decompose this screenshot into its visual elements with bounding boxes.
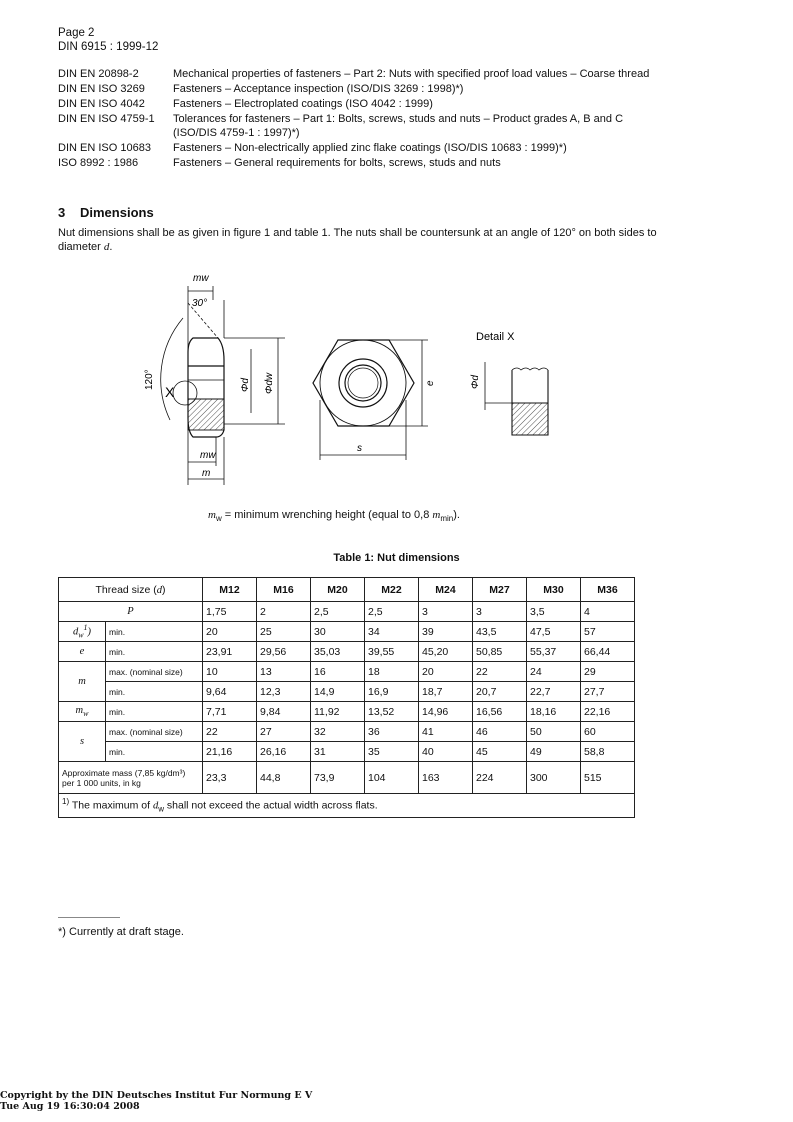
value-cell: 30 [311,622,365,642]
value-cell: 21,16 [203,742,257,762]
value-cell: 27,7 [581,682,635,702]
value-cell: 45,20 [419,642,473,662]
value-cell: 13 [257,662,311,682]
value-cell: 57 [581,622,635,642]
value-cell: 24 [527,662,581,682]
row-qualifier: max. (nominal size) [106,662,203,682]
row-qualifier: min. [106,622,203,642]
mass-cell: 104 [365,762,419,794]
value-cell: 29 [581,662,635,682]
caption-text: = minimum wrenching height (equal to 0,8 [221,509,433,521]
value-cell: 11,92 [311,702,365,722]
table-row [59,682,635,702]
reference-title: Fasteners – Non-electrically applied zinc flake coatings (ISO/DIS 10683 : 1999)*) [173,142,567,154]
value-cell: 18,7 [419,682,473,702]
reference-code: DIN EN ISO 4042 [58,98,145,110]
size-cell: M30 [527,578,581,602]
table-header-row [59,578,635,602]
mass-cell: 163 [419,762,473,794]
page-number: Page 2 [58,27,95,39]
value-cell: 14,9 [311,682,365,702]
row-symbol: $m_w$ [59,702,106,722]
nut-dimensions-table [58,577,635,818]
value-cell: 10 [203,662,257,682]
row-symbol: m [59,662,106,702]
footnote-var: d [152,800,159,812]
reference-code: DIN EN ISO 10683 [58,142,151,154]
copyright-line1: Copyright by the DIN Deutsches Institut Fur Normung E V [0,1090,313,1101]
size-cell: M24 [419,578,473,602]
reference-title: Fasteners – Acceptance inspection (ISO/DIS 3269 : 1998)*) [173,83,464,95]
value-cell: 31 [311,742,365,762]
detail-marker: X [165,384,175,400]
value-cell: 49 [527,742,581,762]
copyright-stamp [0,1090,312,1112]
footnote-text-b: shall not exceed the actual width across flats. [164,799,378,812]
nut-figure [0,0,793,500]
table-title: Table 1: Nut dimensions [333,552,460,564]
value-cell: 50 [527,722,581,742]
value-cell: 3 [419,602,473,622]
reference-code: DIN EN 20898-2 [58,68,139,80]
row-symbol: P [59,602,203,622]
copyright-line2: Tue Aug 19 16:30:04 2008 [0,1101,140,1112]
value-cell: 47,5 [527,622,581,642]
footnote-text-a: The maximum of [71,799,153,812]
mass-cell: 23,3 [203,762,257,794]
value-cell: 9,64 [203,682,257,702]
value-cell: 14,96 [419,702,473,722]
footnote-sub: w [158,804,164,814]
value-cell: 35 [365,742,419,762]
caption-sub: w [215,514,222,524]
s-label: s [357,443,362,454]
mass-cell: 300 [527,762,581,794]
value-cell: 66,44 [581,642,635,662]
size-cell: M27 [473,578,527,602]
value-cell: 1,75 [203,602,257,622]
mass-cell: 73,9 [311,762,365,794]
value-cell: 12,3 [257,682,311,702]
value-cell: 22,16 [581,702,635,722]
mass-cell: 515 [581,762,635,794]
d-label: Φd [240,378,251,392]
mass-cell: 224 [473,762,527,794]
value-cell: 18,16 [527,702,581,722]
intro-variable: d [103,241,110,253]
table-footnote [59,794,635,818]
value-cell: 40 [419,742,473,762]
table-row [59,622,635,642]
standard-id: DIN 6915 : 1999-12 [58,41,159,53]
detail-d-label: Φd [470,375,481,389]
angle-30-label: 30° [192,298,208,309]
size-cell: M12 [203,578,257,602]
reference-title: Fasteners – Electroplated coatings (ISO 4042 : 1999) [173,98,433,110]
row-symbol: $d_w^1$) [59,622,106,642]
m-label: m [202,468,211,479]
value-cell: 60 [581,722,635,742]
size-cell: M16 [257,578,311,602]
value-cell: 3 [473,602,527,622]
value-cell: 46 [473,722,527,742]
row-qualifier: min. [106,642,203,662]
detail-label: Detail X [476,331,515,343]
value-cell: 27 [257,722,311,742]
caption-var: m [208,509,216,521]
value-cell: 7,71 [203,702,257,722]
table-row [59,642,635,662]
reference-code: DIN EN ISO 4759-1 [58,113,155,125]
table-row [59,722,635,742]
value-cell: 13,52 [365,702,419,722]
row-qualifier: min. [106,682,203,702]
value-cell: 39,55 [365,642,419,662]
value-cell: 58,8 [581,742,635,762]
mass-row [59,762,635,794]
value-cell: 16 [311,662,365,682]
value-cell: 26,16 [257,742,311,762]
value-cell: 22 [473,662,527,682]
value-cell: 41 [419,722,473,742]
row-qualifier: min. [106,702,203,722]
value-cell: 29,56 [257,642,311,662]
mass-cell: 44,8 [257,762,311,794]
reference-title: Mechanical properties of fasteners – Part 2: Nuts with specified proof load values – Coarse thread [173,68,650,80]
size-cell: M22 [365,578,419,602]
figure-caption [208,509,460,523]
value-cell: 4 [581,602,635,622]
footnote-separator [58,917,120,918]
reference-code: ISO 8992 : 1986 [58,157,139,169]
table-row [59,702,635,722]
value-cell: 45 [473,742,527,762]
value-cell: 2 [257,602,311,622]
angle-120-label: 120° [144,369,155,390]
value-cell: 25 [257,622,311,642]
value-cell: 16,9 [365,682,419,702]
caption-end: ). [453,509,460,521]
detail-x-view [512,368,548,435]
value-cell: 55,37 [527,642,581,662]
table-row [59,602,635,622]
mass-label [59,762,203,794]
row-symbol: e [59,642,106,662]
table-row [59,662,635,682]
table-body [59,602,635,762]
value-cell: 22,7 [527,682,581,702]
size-cell: M20 [311,578,365,602]
value-cell: 18 [365,662,419,682]
value-cell: 20 [419,662,473,682]
value-cell: 20,7 [473,682,527,702]
value-cell: 3,5 [527,602,581,622]
value-cell: 32 [311,722,365,742]
value-cell: 50,85 [473,642,527,662]
row-qualifier: min. [106,742,203,762]
value-cell: 34 [365,622,419,642]
row-symbol: s [59,722,106,762]
section-number: 3 [58,205,66,220]
caption-sub2: min [440,514,454,524]
value-cell: 9,84 [257,702,311,722]
mw-bottom-label: mw [200,450,216,461]
value-cell: 36 [365,722,419,742]
intro-end: . [109,241,113,253]
mass-label-line1: Approximate mass (7,85 kg/dm³) [62,767,186,778]
caption-var2: m [432,509,441,521]
e-label: e [425,380,436,386]
table-row [59,742,635,762]
size-cell: M36 [581,578,635,602]
mass-label-line2: per 1 000 units, in kg [62,777,141,788]
thread-size-header: Thread size (d) [59,578,203,602]
page-footnote: *) Currently at draft stage. [58,926,184,938]
footnote-mark: 1) [62,797,70,807]
value-cell: 23,91 [203,642,257,662]
nut-top-view [313,340,414,426]
reference-title: Fasteners – General requirements for bolts, screws, studs and nuts [173,157,501,169]
mw-top-label: mw [193,273,209,284]
table-footnote-row [59,794,635,818]
row-qualifier: max. (nominal size) [106,722,203,742]
value-cell: 22 [203,722,257,742]
value-cell: 35,03 [311,642,365,662]
value-cell: 43,5 [473,622,527,642]
value-cell: 2,5 [311,602,365,622]
value-cell: 20 [203,622,257,642]
intro-text: Nut dimensions shall be as given in figure 1 and table 1. The nuts shall be countersunk at an angle of 120° on both sides to diameter [58,227,657,253]
reference-title: Tolerances for fasteners – Part 1: Bolts, screws, studs and nuts – Product grades A, B and C (ISO/DIS 4759-1 : 1997)*) [173,113,624,139]
reference-code: DIN EN ISO 3269 [58,83,145,95]
nut-side-view [188,338,224,437]
value-cell: 39 [419,622,473,642]
section-title: Dimensions [80,205,154,220]
value-cell: 16,56 [473,702,527,722]
value-cell: 2,5 [365,602,419,622]
dw-label: Φdw [264,372,275,394]
